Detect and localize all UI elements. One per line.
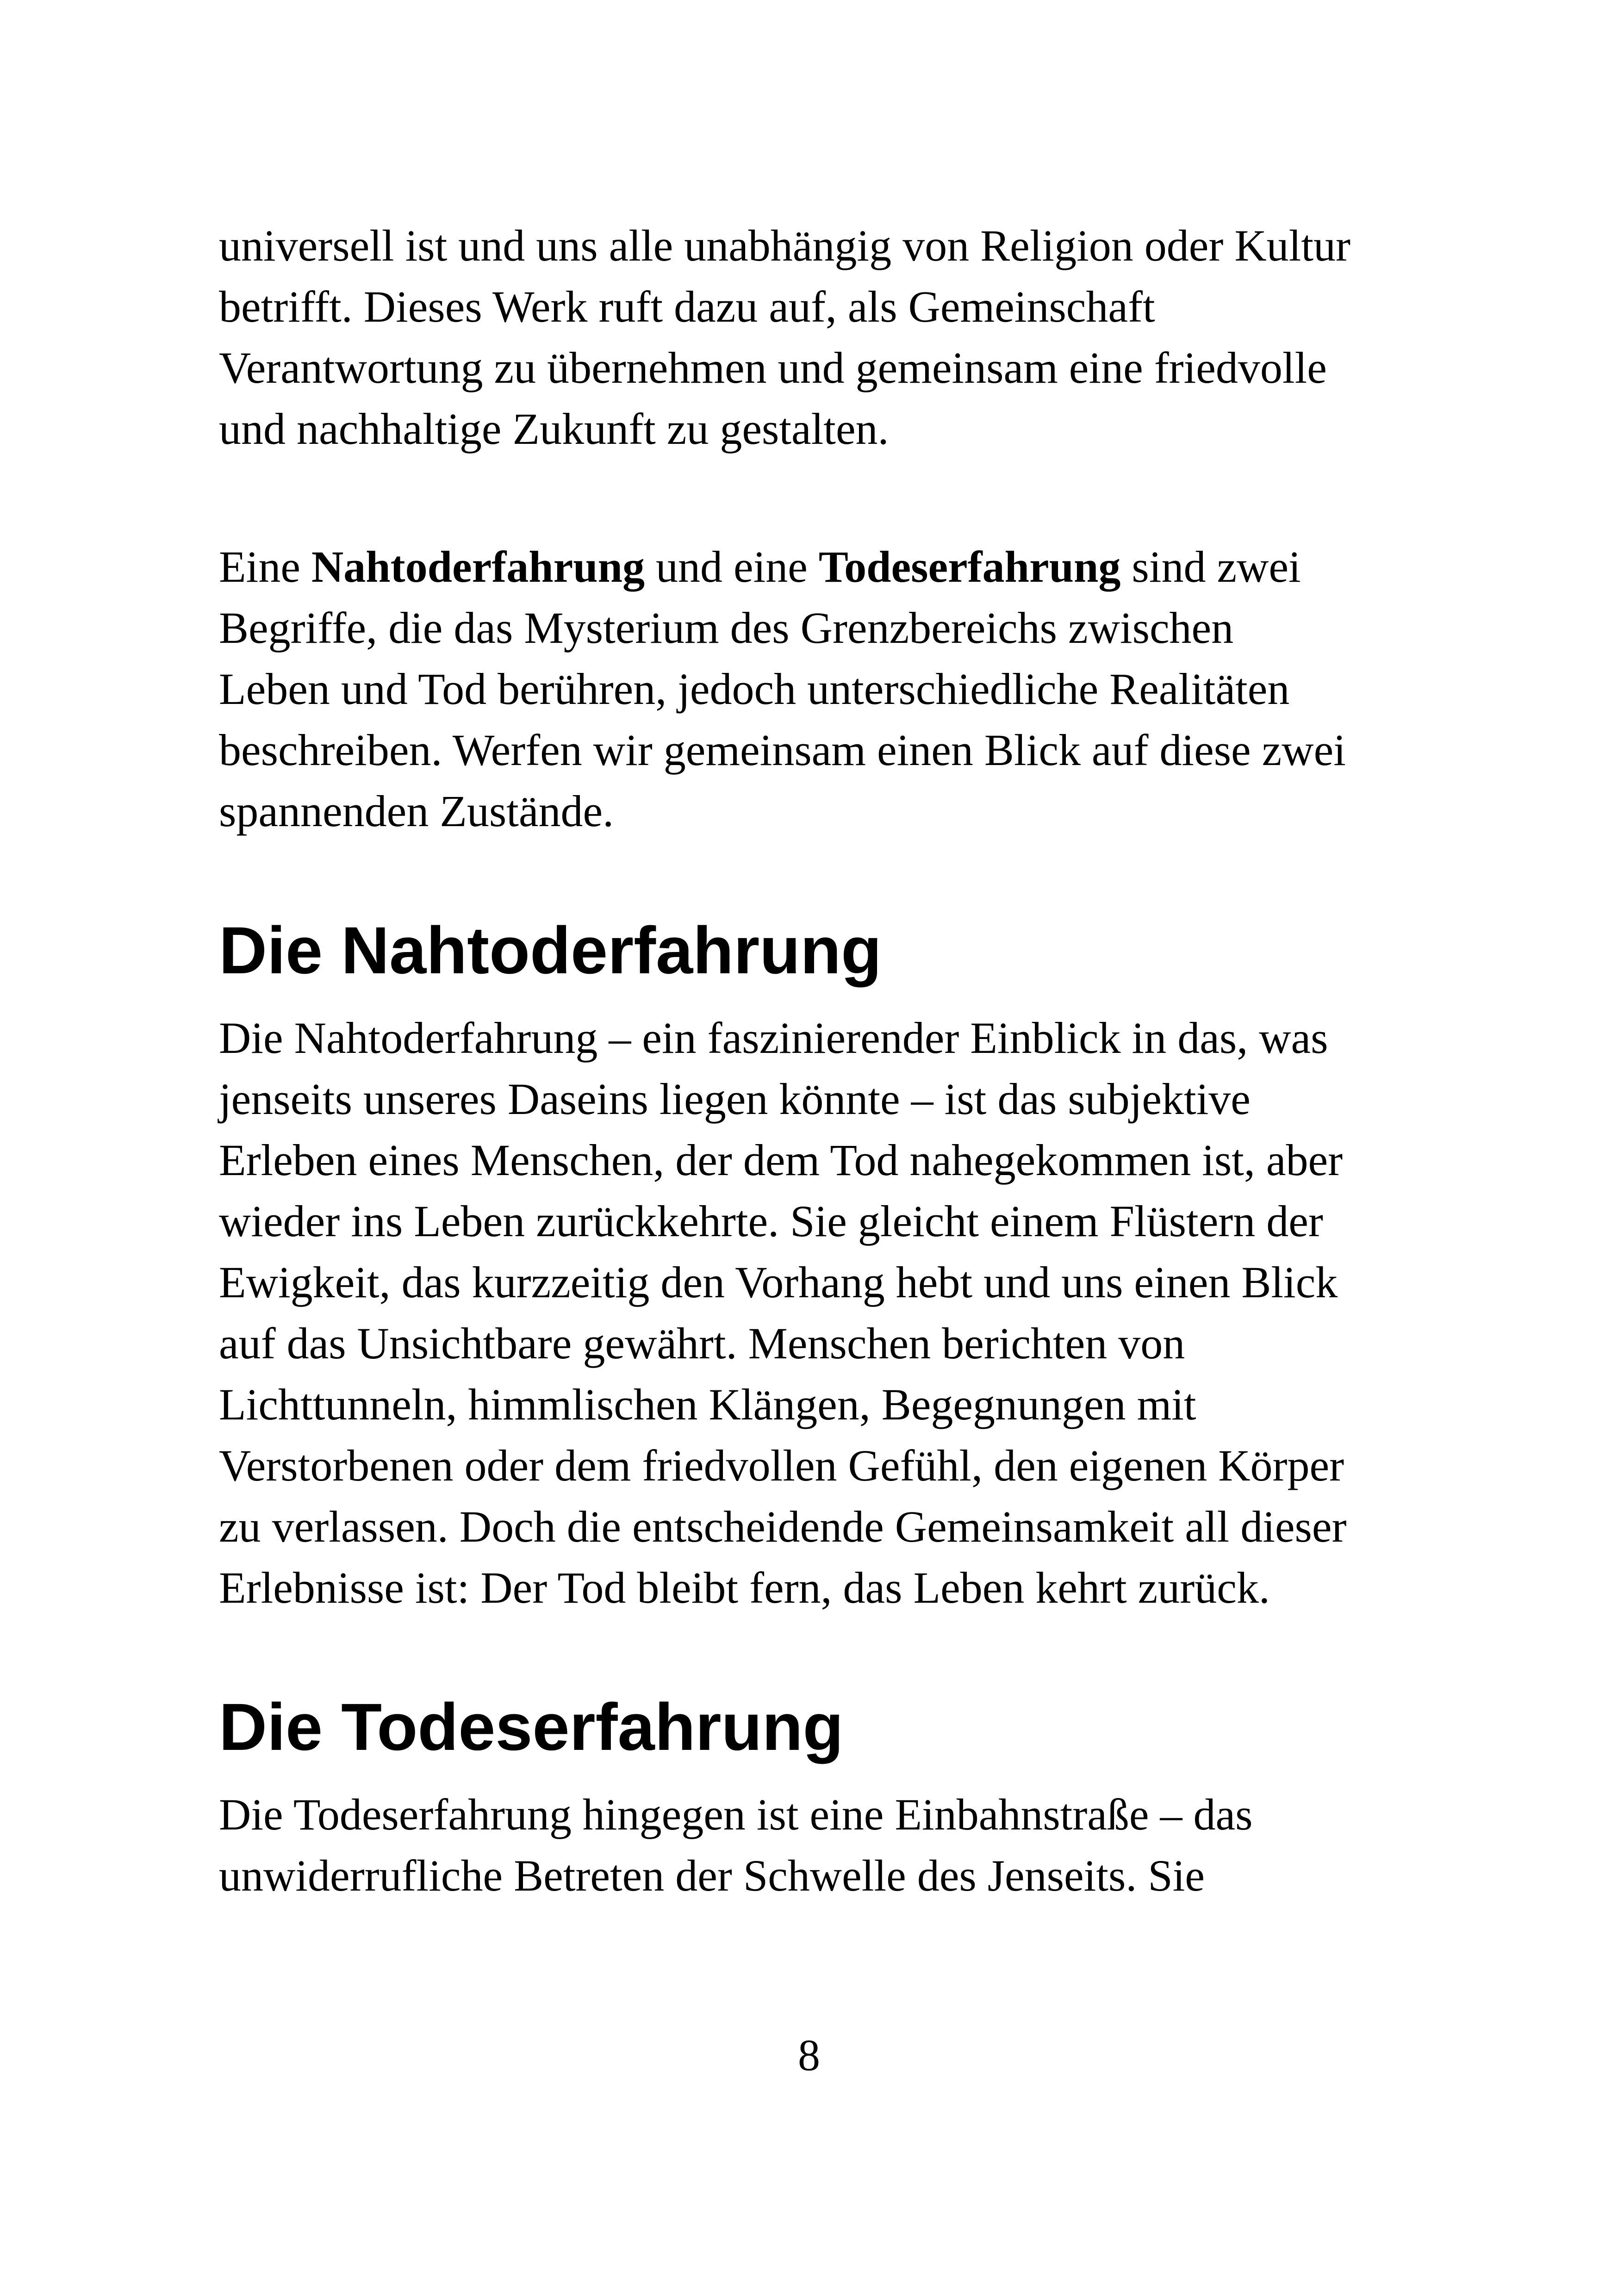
text-line: Erleben eines Menschen, der dem Tod nahegekommen ist, aber: [219, 1135, 1343, 1185]
text-run: sind zwei: [1120, 542, 1301, 591]
text-line: Erlebnisse ist: Der Tod bleibt fern, das Leben kehrt zurück.: [219, 1563, 1270, 1612]
paragraph-definitions: [219, 536, 1422, 842]
text-line: Verantwortung zu übernehmen und gemeinsam eine friedvolle: [219, 343, 1327, 392]
text-line: unwiderrufliche Betreten der Schwelle des Jenseits. Sie: [219, 1851, 1205, 1900]
section-heading-nahtoderfahrung: Die Nahtoderfahrung: [219, 913, 882, 988]
text-run: Eine: [219, 542, 311, 591]
bold-term-nahtoderfahrung: Nahtoderfahrung: [311, 542, 645, 591]
text-line: betrifft. Dieses Werk ruft dazu auf, als Gemeinschaft: [219, 282, 1155, 331]
text-line: universell ist und uns alle unabhängig von Religion oder Kultur: [219, 221, 1350, 270]
text-line: auf das Unsichtbare gewährt. Menschen berichten von: [219, 1319, 1185, 1368]
text-run: und eine: [644, 542, 819, 591]
text-line: Begriffe, die das Mysterium des Grenzbereichs zwischen: [219, 603, 1234, 653]
text-line: jenseits unseres Daseins liegen könnte – ist das subjektive: [219, 1074, 1251, 1124]
paragraph-nahtoderfahrung: [219, 1008, 1422, 1618]
text-line: Die Todeserfahrung hingegen ist eine Einbahnstraße – das: [219, 1790, 1253, 1839]
paragraph-todeserfahrung: [219, 1784, 1422, 1906]
bold-term-todeserfahrung: Todeserfahrung: [818, 542, 1121, 591]
text-line: und nachhaltige Zukunft zu gestalten.: [219, 404, 889, 454]
text-line: Ewigkeit, das kurzzeitig den Vorhang hebt und uns einen Blick: [219, 1257, 1338, 1307]
text-line: Die Nahtoderfahrung – ein faszinierender Einblick in das, was: [219, 1013, 1328, 1063]
page-content: [219, 215, 1422, 1906]
paragraph-intro-continuation: [219, 215, 1422, 460]
text-line: zu verlassen. Doch die entscheidende Gemeinsamkeit all dieser: [219, 1502, 1347, 1551]
text-line: wieder ins Leben zurückkehrte. Sie gleicht einem Flüstern der: [219, 1196, 1323, 1246]
section-heading-todeserfahrung: Die Todeserfahrung: [219, 1690, 844, 1764]
text-line: [219, 536, 1422, 597]
text-line: Lichttunneln, himmlischen Klängen, Begegnungen mit: [219, 1380, 1196, 1429]
text-line: Leben und Tod berühren, jedoch unterschiedliche Realitäten: [219, 664, 1290, 714]
text-line: Verstorbenen oder dem friedvollen Gefühl, den eigenen Körper: [219, 1441, 1344, 1490]
page-number: 8: [798, 2030, 820, 2080]
text-line: spannenden Zustände.: [219, 786, 614, 836]
text-line: beschreiben. Werfen wir gemeinsam einen Blick auf diese zwei: [219, 725, 1346, 775]
